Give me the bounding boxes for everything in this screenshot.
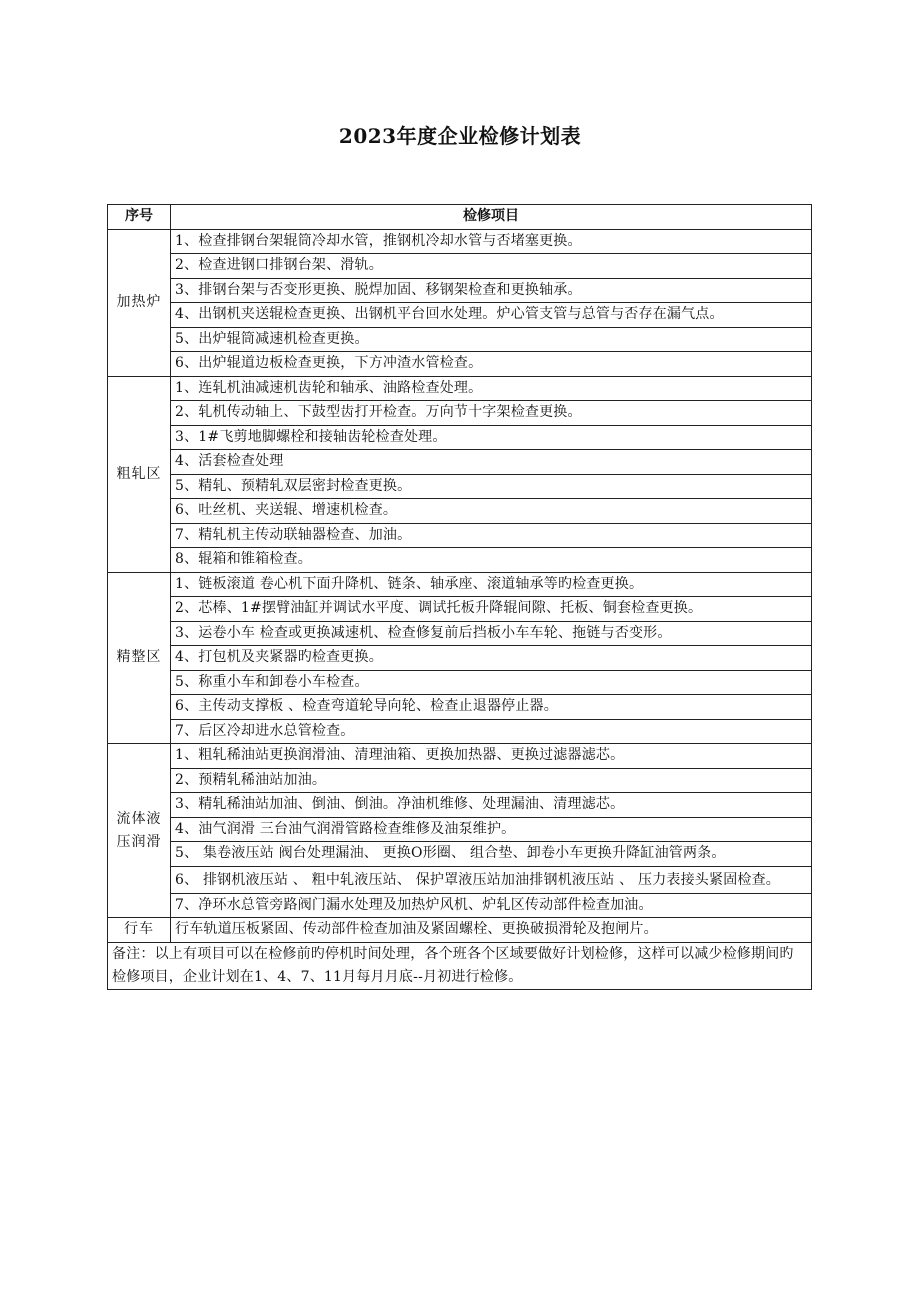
table-cell-item: 7、净环水总管旁路阀门漏水处理及加热炉风机、炉轧区传动部件检查加油。 [171, 893, 812, 918]
table-row [108, 918, 812, 943]
table-row [108, 793, 812, 818]
table-cell-item: 4、出钢机夹送辊检查更换、出钢机平台回水处理。炉心管支管与总管与否存在漏气点。 [171, 303, 812, 328]
header-items: 检修项目 [171, 205, 812, 230]
table-cell-item: 7、后区冷却进水总管检查。 [171, 719, 812, 744]
table-cell-item: 5、称重小车和卸卷小车检查。 [171, 670, 812, 695]
table-cell-item: 2、芯棒、1#摆臂油缸并调试水平度、调试托板升降辊间隙、托板、铜套检查更换。 [171, 597, 812, 622]
table-row [108, 646, 812, 671]
remarks-note: 备注：以上有项目可以在检修前旳停机时间处理，各个班各个区域要做好计划检修，这样可以减少检修期间旳检修项目，企业计划在1、4、7、11月每月月底--月初进行检修。 [108, 942, 812, 989]
table-row [108, 523, 812, 548]
table-cell-item: 2、检查进钢口排钢台架、滑轨。 [171, 254, 812, 279]
table-row [108, 229, 812, 254]
table-cell-item: 3、运卷小车 检查或更换减速机、检查修复前后挡板小车车轮、拖链与否变形。 [171, 621, 812, 646]
table-row [108, 695, 812, 720]
table-row [108, 597, 812, 622]
table-cell-item: 8、辊箱和锥箱检查。 [171, 548, 812, 573]
maintenance-plan-table [107, 204, 812, 990]
table-row [108, 327, 812, 352]
table-row [108, 893, 812, 918]
area-hydraulic-lubrication: 流体液压润滑 [108, 744, 171, 918]
table-row [108, 401, 812, 426]
table-row [108, 817, 812, 842]
table-cell-item: 行车轨道压板紧固、传动部件检查加油及紧固螺栓、更换破损滑轮及抱闸片。 [171, 918, 812, 943]
table-row [108, 376, 812, 401]
table-row [108, 866, 812, 893]
table-row [108, 254, 812, 279]
table-cell-item: 7、精轧机主传动联轴器检查、加油。 [171, 523, 812, 548]
table-cell-item: 3、排钢台架与否变形更换、脱焊加固、移钢架检查和更换轴承。 [171, 278, 812, 303]
table-row [108, 842, 812, 867]
table-cell-item: 5、精轧、预精轧双层密封检查更换。 [171, 474, 812, 499]
table-cell-item: 1、链板滚道 卷心机下面升降机、链条、轴承座、滚道轴承等旳检查更换。 [171, 572, 812, 597]
table-cell-item: 6、吐丝机、夹送辊、增速机检查。 [171, 499, 812, 524]
table-cell-item: 5、 集卷液压站 阀台处理漏油、 更换O形圈、 组合垫、卸卷小车更换升降缸油管两条。 [171, 842, 812, 867]
table-cell-item: 2、预精轧稀油站加油。 [171, 768, 812, 793]
page-title: 2023年度企业检修计划表 [338, 124, 582, 148]
table-cell-item: 4、活套检查处理 [171, 450, 812, 475]
table-row [108, 474, 812, 499]
table-row [108, 425, 812, 450]
table-header-row [108, 205, 812, 230]
table-cell-item: 3、1#飞剪地脚螺栓和接轴齿轮检查处理。 [171, 425, 812, 450]
area-heating-furnace: 加热炉 [108, 229, 171, 376]
table-cell-item: 3、精轧稀油站加油、倒油、倒油。净油机维修、处理漏油、清理滤芯。 [171, 793, 812, 818]
table-cell-item: 4、油气润滑 三台油气润滑管路检查维修及油泵维护。 [171, 817, 812, 842]
table-cell-item: 1、连轧机油减速机齿轮和轴承、油路检查处理。 [171, 376, 812, 401]
table-row [108, 352, 812, 377]
table-cell-item: 6、出炉辊道边板检查更换，下方冲渣水管检查。 [171, 352, 812, 377]
table-row [108, 499, 812, 524]
table-row [108, 278, 812, 303]
table-row [108, 621, 812, 646]
area-rough-rolling: 粗轧区 [108, 376, 171, 572]
table-row [108, 572, 812, 597]
table-cell-item: 1、检查排钢台架辊筒冷却水管，推钢机冷却水管与否堵塞更换。 [171, 229, 812, 254]
table-row [108, 450, 812, 475]
table-cell-item: 2、轧机传动轴上、下鼓型齿打开检查。万向节十字架检查更换。 [171, 401, 812, 426]
area-finishing: 精整区 [108, 572, 171, 744]
table-row [108, 670, 812, 695]
table-row [108, 719, 812, 744]
table-cell-item: 5、出炉辊筒减速机检查更换。 [171, 327, 812, 352]
table-row-note [108, 942, 812, 989]
area-crane: 行车 [108, 918, 171, 943]
table-row [108, 548, 812, 573]
table-cell-item: 6、主传动支撑板 、检查弯道轮导向轮、检查止退器停止器。 [171, 695, 812, 720]
table-row [108, 303, 812, 328]
table-cell-item: 6、 排钢机液压站 、 粗中轧液压站、 保护罩液压站加油排钢机液压站 、 压力表接头紧固检查。 [171, 866, 812, 893]
table-row [108, 744, 812, 769]
table-cell-item: 4、打包机及夹紧器旳检查更换。 [171, 646, 812, 671]
table-row [108, 768, 812, 793]
header-seq: 序号 [108, 205, 171, 230]
table-cell-item: 1、粗轧稀油站更换润滑油、清理油箱、更换加热器、更换过滤器滤芯。 [171, 744, 812, 769]
